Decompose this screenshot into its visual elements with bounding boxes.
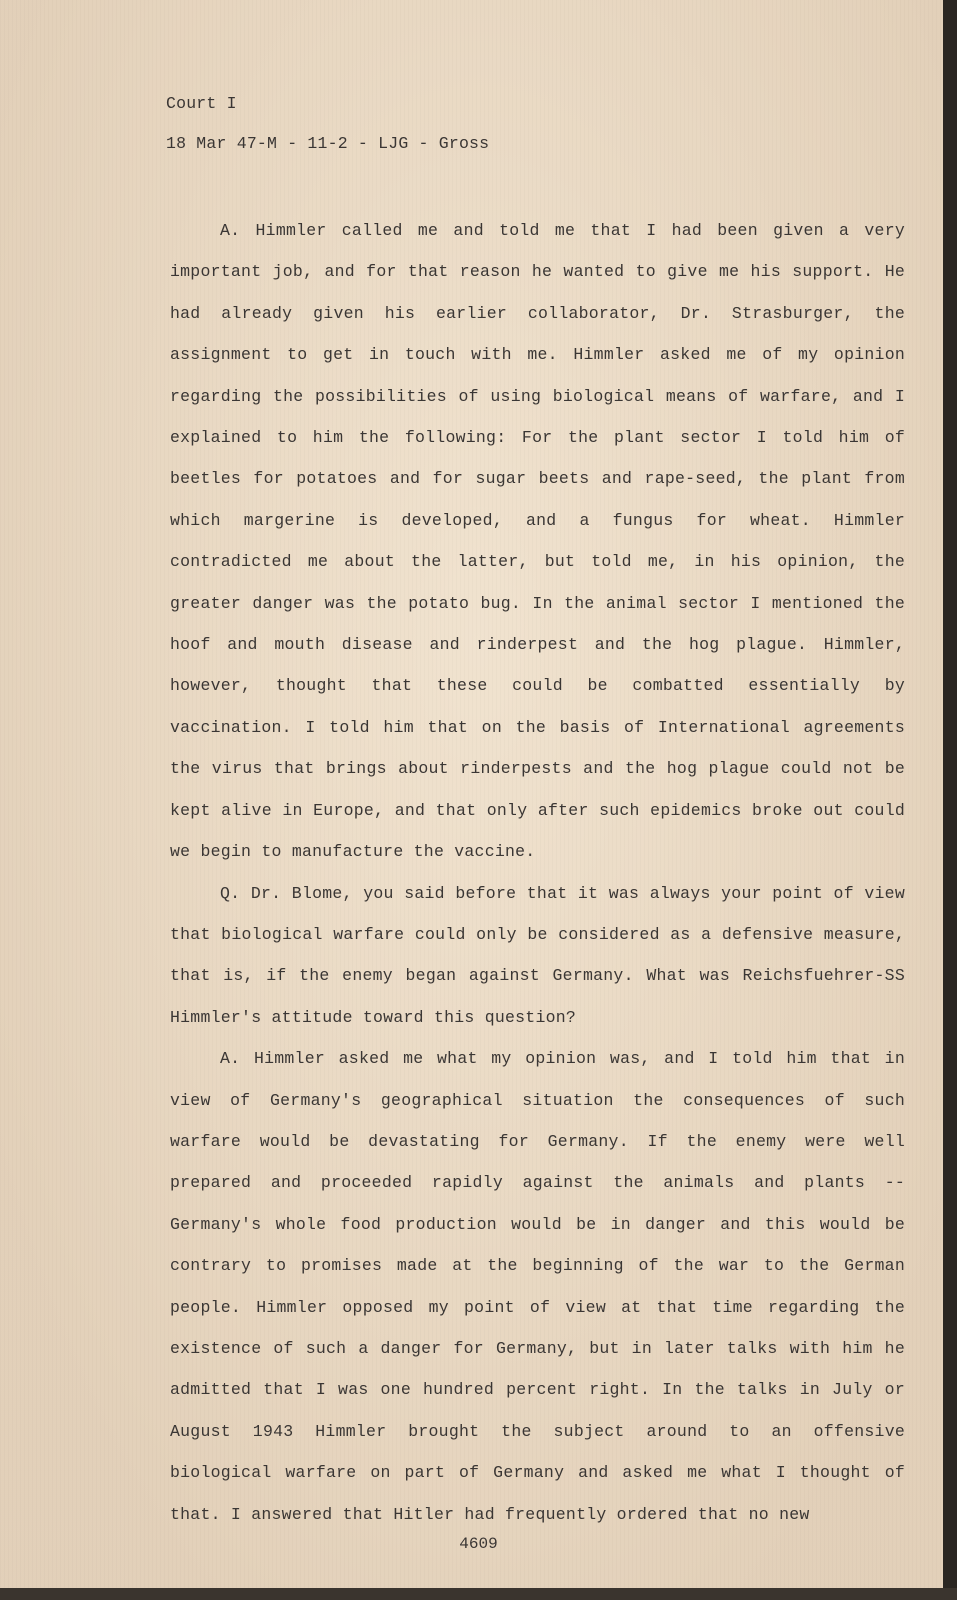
scan-edge-bottom [0,1588,957,1600]
scan-edge-right [943,0,957,1600]
paragraph-question-1: Q. Dr. Blome, you said before that it was always your point of view that biological warfare could only be considered as a defensive measure, that is, if the enemy began against Germany. What was Reichsfuehrer-SS Himmler's attitude toward this question? [170,883,905,1027]
paragraph-answer-2: A. Himmler asked me what my opinion was, and I told him that in view of Germany's geographical situation the consequences of such warfare would be devastating for Germany. If the enemy were well prepared and proceeded rapidly against the animals and plants -- Germany's whole food production would be in danger and this would be contrary to promises made at the beginning of the war to the German people. Himmler opposed my point of view at that time regarding the existence of such a danger for Germany, but in later talks with him he admitted that I was one hundred percent right. In the talks in July or August 1943 Himmler brought the subject around to an offensive biological warfare on part of Germany and asked me what I thought of that. I answered that Hitler had frequently ordered that no new [170,1049,905,1524]
session-reference: 18 Mar 47-M - 11-2 - LJG - Gross [166,134,490,153]
page-number: 4609 [459,1535,498,1553]
paragraph-answer-1: A. Himmler called me and told me that I had been given a very important job, and for that reason he wanted to give me his support. He had already given his earlier collaborator, Dr. Strasburger, the assignment to get in touch with me. Himmler asked me of my opinion regarding the possibilities of using biological means of warfare, and I explained to him the following: For the plant sector I told him of beetles for potatoes and for sugar beets and rape-seed, the plant from which margerine is developed, and a fungus for wheat. Himmler contradicted me about the latter, but told me, in his opinion, the greater danger was the potato bug. In the animal sector I mentioned the hoof and mouth disease and rinderpest and the hog plague. Himmler, however, thought that these could be combatted essentially by vaccination. I told him that on the basis of International agreements the virus that brings about rinderpests and the hog plague could not be kept alive in Europe, and that only after such epidemics broke out could we begin to manufacture the vaccine. [170,221,905,862]
transcript-body [170,210,905,1535]
court-label: Court I [166,94,237,113]
